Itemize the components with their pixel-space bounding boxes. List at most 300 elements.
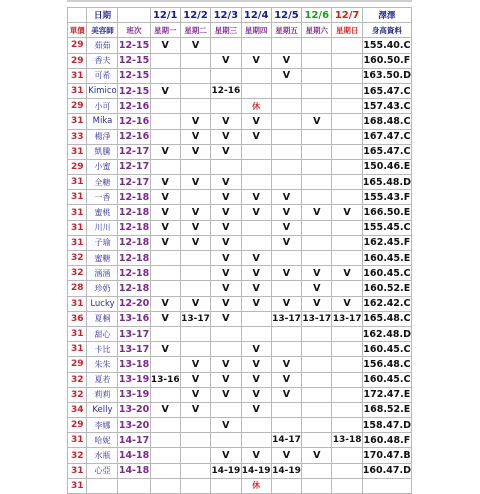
- attendance-cell: [302, 129, 332, 144]
- attendance-cell: [271, 402, 301, 417]
- attendance-cell: V: [211, 418, 241, 433]
- attendance-cell: V: [211, 296, 241, 311]
- table-row: [68, 251, 412, 266]
- stylist-name-cell: 珍奶: [87, 281, 118, 296]
- table-row: [68, 326, 412, 341]
- attendance-cell: [241, 68, 271, 83]
- weekday-1: 星期一: [150, 23, 180, 38]
- attendance-cell: [302, 433, 332, 448]
- attendance-cell: [211, 99, 241, 114]
- table-row: [68, 99, 412, 114]
- shift-cell: 14-18: [118, 463, 150, 478]
- shift-cell: 12-16: [118, 114, 150, 129]
- attendance-cell: [180, 326, 210, 341]
- table-row: [68, 311, 412, 326]
- table-row: [68, 235, 412, 250]
- attendance-cell: V: [302, 266, 332, 281]
- weekday-7: 星期日: [332, 23, 362, 38]
- attendance-cell: [150, 387, 180, 402]
- date-4: 12/4: [241, 8, 271, 23]
- shift-cell: 12-15: [118, 83, 150, 98]
- attendance-cell: V: [150, 83, 180, 98]
- stylist-name-cell: 茹茹: [87, 38, 118, 53]
- attendance-cell: [271, 114, 301, 129]
- date-7: 12/7: [332, 8, 362, 23]
- stylist-name-cell: 全糖: [87, 175, 118, 190]
- attendance-cell: [302, 402, 332, 417]
- rate-cell: 32: [68, 251, 87, 266]
- attendance-cell: [332, 478, 362, 493]
- attendance-cell: [211, 433, 241, 448]
- attendance-cell: [150, 99, 180, 114]
- attendance-cell: [302, 251, 332, 266]
- attendance-cell: [180, 281, 210, 296]
- table-row: [68, 129, 412, 144]
- attendance-cell: [302, 220, 332, 235]
- table-row: [68, 53, 412, 68]
- attendance-cell: [241, 311, 271, 326]
- stylist-name-cell: 可希: [87, 68, 118, 83]
- table-row: [68, 387, 412, 402]
- table-row: [68, 463, 412, 478]
- attendance-cell: [211, 478, 241, 493]
- attendance-cell: [150, 357, 180, 372]
- attendance-cell: [180, 251, 210, 266]
- attendance-cell: V: [211, 190, 241, 205]
- stylist-name-cell: 心亞: [87, 463, 118, 478]
- table-row: [68, 266, 412, 281]
- profile-data-cell: 160.45.E: [362, 251, 411, 266]
- attendance-cell: V: [241, 342, 271, 357]
- attendance-cell: [150, 448, 180, 463]
- attendance-cell: [332, 144, 362, 159]
- attendance-cell: [211, 402, 241, 417]
- attendance-cell: [241, 418, 271, 433]
- date-2: 12/2: [180, 8, 210, 23]
- attendance-cell: [180, 342, 210, 357]
- attendance-cell: 13-16: [150, 372, 180, 387]
- profile-data-cell: 155.45.C: [362, 220, 411, 235]
- shift-cell: 13-17: [118, 326, 150, 341]
- attendance-cell: [180, 159, 210, 174]
- profile-data-cell: 168.48.C: [362, 114, 411, 129]
- attendance-cell: 休: [241, 99, 271, 114]
- stylist-name-cell: 小可: [87, 99, 118, 114]
- attendance-cell: [332, 83, 362, 98]
- attendance-cell: V: [271, 296, 301, 311]
- attendance-cell: V: [211, 129, 241, 144]
- shift-cell: 12-18: [118, 190, 150, 205]
- shift-cell: 12-18: [118, 235, 150, 250]
- attendance-cell: [211, 38, 241, 53]
- rate-cell: 32: [68, 448, 87, 463]
- attendance-cell: 14-17: [271, 433, 301, 448]
- attendance-cell: [150, 281, 180, 296]
- attendance-cell: [150, 129, 180, 144]
- profile-data-cell: 170.47.B: [362, 448, 411, 463]
- rate-cell: 31: [68, 205, 87, 220]
- table-row: [68, 402, 412, 417]
- table-row: [68, 68, 412, 83]
- date-header-row: [68, 8, 412, 23]
- attendance-cell: V: [302, 296, 332, 311]
- stylist-name-cell: 一香: [87, 190, 118, 205]
- attendance-cell: V: [271, 266, 301, 281]
- shift-cell: 12-16: [118, 129, 150, 144]
- attendance-cell: [180, 433, 210, 448]
- attendance-cell: [302, 144, 332, 159]
- attendance-cell: [211, 326, 241, 341]
- attendance-cell: [302, 342, 332, 357]
- stylist-name-cell: 川川: [87, 220, 118, 235]
- attendance-cell: [332, 418, 362, 433]
- profile-data-cell: 165.48.C: [362, 311, 411, 326]
- attendance-cell: V: [211, 251, 241, 266]
- table-row: [68, 281, 412, 296]
- shift-cell: 12-18: [118, 251, 150, 266]
- attendance-cell: [241, 235, 271, 250]
- shift-cell: 13-18: [118, 357, 150, 372]
- attendance-cell: [271, 99, 301, 114]
- attendance-cell: V: [211, 53, 241, 68]
- attendance-cell: [302, 357, 332, 372]
- attendance-cell: V: [241, 114, 271, 129]
- shift-cell: 12-15: [118, 53, 150, 68]
- shift-cell: 12-17: [118, 159, 150, 174]
- stylist-name-cell: 朱朱: [87, 357, 118, 372]
- attendance-cell: V: [302, 205, 332, 220]
- attendance-cell: [302, 38, 332, 53]
- attendance-cell: V: [150, 311, 180, 326]
- shift-cell: 12-18: [118, 205, 150, 220]
- attendance-cell: [332, 281, 362, 296]
- attendance-cell: V: [241, 53, 271, 68]
- attendance-cell: V: [150, 190, 180, 205]
- attendance-cell: V: [271, 190, 301, 205]
- table-row: [68, 83, 412, 98]
- shift-cell: 13-19: [118, 387, 150, 402]
- attendance-cell: 12-16: [211, 83, 241, 98]
- attendance-cell: [302, 53, 332, 68]
- attendance-cell: [332, 220, 362, 235]
- attendance-cell: [211, 159, 241, 174]
- attendance-cell: V: [180, 235, 210, 250]
- stylist-name-cell: 涵涵: [87, 266, 118, 281]
- weekday-6: 星期六: [302, 23, 332, 38]
- attendance-cell: [211, 68, 241, 83]
- attendance-cell: [180, 448, 210, 463]
- stylist-name-cell: 哈妮: [87, 433, 118, 448]
- table-row: [68, 296, 412, 311]
- attendance-cell: [332, 463, 362, 478]
- attendance-cell: V: [180, 114, 210, 129]
- stylist-name-cell: 夏若: [87, 372, 118, 387]
- attendance-cell: [271, 144, 301, 159]
- attendance-cell: [271, 281, 301, 296]
- profile-data-cell: 155.40.C: [362, 38, 411, 53]
- shift-cell: 13-16: [118, 311, 150, 326]
- attendance-cell: [150, 68, 180, 83]
- rate-cell: 29: [68, 99, 87, 114]
- attendance-cell: V: [180, 129, 210, 144]
- table-row: [68, 478, 412, 493]
- stylist-name-cell: 水瓶: [87, 448, 118, 463]
- right-title: 澤澤: [362, 8, 411, 23]
- date-5: 12/5: [271, 8, 301, 23]
- table-row: [68, 38, 412, 53]
- rate-cell: 31: [68, 144, 87, 159]
- rate-cell: 31: [68, 342, 87, 357]
- attendance-cell: [332, 129, 362, 144]
- rate-cell: 31: [68, 433, 87, 448]
- attendance-cell: V: [211, 220, 241, 235]
- date-3: 12/3: [211, 8, 241, 23]
- shift-cell: 12-16: [118, 99, 150, 114]
- attendance-cell: V: [271, 448, 301, 463]
- rate-cell: 28: [68, 281, 87, 296]
- attendance-cell: [150, 251, 180, 266]
- stylist-name-cell: Kimico: [87, 83, 118, 98]
- attendance-cell: V: [271, 372, 301, 387]
- attendance-cell: V: [180, 296, 210, 311]
- attendance-cell: V: [180, 357, 210, 372]
- weekday-5: 星期五: [271, 23, 301, 38]
- profile-data-cell: 160.45.C: [362, 372, 411, 387]
- table-row: [68, 159, 412, 174]
- attendance-cell: [271, 342, 301, 357]
- attendance-cell: [332, 159, 362, 174]
- attendance-cell: [180, 266, 210, 281]
- attendance-cell: V: [150, 38, 180, 53]
- date-6: 12/6: [302, 8, 332, 23]
- attendance-cell: [150, 266, 180, 281]
- stylist-name-cell: 莉莉: [87, 387, 118, 402]
- rate-cell: 29: [68, 418, 87, 433]
- attendance-cell: V: [211, 235, 241, 250]
- attendance-cell: [241, 433, 271, 448]
- shift-cell: 13-17: [118, 342, 150, 357]
- rate-cell: 31: [68, 114, 87, 129]
- attendance-cell: 14-19: [211, 463, 241, 478]
- stylist-name-cell: 李娜: [87, 418, 118, 433]
- weekday-4: 星期四: [241, 23, 271, 38]
- rate-cell: 31: [68, 463, 87, 478]
- attendance-cell: V: [211, 205, 241, 220]
- profile-data-cell: 155.43.F: [362, 190, 411, 205]
- attendance-cell: [302, 418, 332, 433]
- attendance-cell: [302, 478, 332, 493]
- attendance-cell: [271, 418, 301, 433]
- attendance-cell: [302, 190, 332, 205]
- attendance-cell: V: [241, 448, 271, 463]
- attendance-cell: V: [150, 220, 180, 235]
- shift-cell: 13-19: [118, 372, 150, 387]
- attendance-cell: V: [150, 296, 180, 311]
- stylist-name-cell: Lucky: [87, 296, 118, 311]
- attendance-cell: [241, 144, 271, 159]
- attendance-cell: [332, 114, 362, 129]
- attendance-cell: V: [150, 402, 180, 417]
- profile-data-cell: 168.52.E: [362, 402, 411, 417]
- empty-header-cell: [118, 8, 150, 23]
- attendance-cell: 13-17: [180, 311, 210, 326]
- attendance-cell: V: [211, 281, 241, 296]
- attendance-cell: V: [241, 372, 271, 387]
- rate-cell: 31: [68, 296, 87, 311]
- schedule-table: [67, 7, 412, 494]
- attendance-cell: [180, 68, 210, 83]
- attendance-cell: V: [241, 251, 271, 266]
- table-row: [68, 342, 412, 357]
- attendance-cell: [302, 463, 332, 478]
- attendance-cell: [332, 448, 362, 463]
- rate-cell: 31: [68, 68, 87, 83]
- attendance-cell: [241, 220, 271, 235]
- table-row: [68, 448, 412, 463]
- attendance-cell: V: [241, 281, 271, 296]
- attendance-cell: [332, 387, 362, 402]
- rate-cell: 29: [68, 38, 87, 53]
- attendance-cell: V: [241, 296, 271, 311]
- attendance-cell: V: [332, 266, 362, 281]
- attendance-cell: [302, 68, 332, 83]
- profile-data-cell: 150.46.E: [362, 159, 411, 174]
- attendance-cell: V: [271, 357, 301, 372]
- rate-cell: 32: [68, 266, 87, 281]
- shift-cell: 12-15: [118, 38, 150, 53]
- shift-cell: 14-17: [118, 433, 150, 448]
- attendance-cell: [180, 463, 210, 478]
- attendance-cell: V: [302, 114, 332, 129]
- attendance-cell: [332, 342, 362, 357]
- weekday-2: 星期二: [180, 23, 210, 38]
- attendance-cell: [302, 372, 332, 387]
- weekday-3: 星期三: [211, 23, 241, 38]
- attendance-cell: [241, 83, 271, 98]
- attendance-cell: [241, 159, 271, 174]
- shift-cell: 13-20: [118, 402, 150, 417]
- rate-cell: 31: [68, 326, 87, 341]
- profile-data-cell: 160.45.C: [362, 266, 411, 281]
- attendance-cell: [302, 159, 332, 174]
- profile-data-cell: 172.47.E: [362, 387, 411, 402]
- attendance-cell: [271, 251, 301, 266]
- attendance-cell: [180, 190, 210, 205]
- shift-cell: 14-18: [118, 448, 150, 463]
- schedule-sheet: [67, 0, 412, 491]
- shift-cell: 12-17: [118, 144, 150, 159]
- attendance-cell: [332, 99, 362, 114]
- attendance-cell: V: [211, 372, 241, 387]
- attendance-cell: V: [180, 205, 210, 220]
- attendance-cell: V: [241, 402, 271, 417]
- attendance-cell: V: [180, 402, 210, 417]
- shift-cell: 12-20: [118, 296, 150, 311]
- attendance-cell: V: [180, 387, 210, 402]
- attendance-cell: [302, 83, 332, 98]
- sheet-top-border: [67, 0, 412, 2]
- table-row: [68, 190, 412, 205]
- attendance-cell: 14-19: [271, 463, 301, 478]
- table-row: [68, 433, 412, 448]
- attendance-cell: V: [271, 205, 301, 220]
- attendance-cell: [241, 326, 271, 341]
- attendance-cell: V: [271, 68, 301, 83]
- attendance-cell: [150, 159, 180, 174]
- profile-data-cell: 157.43.C: [362, 99, 411, 114]
- data-header: 身高資料: [362, 23, 411, 38]
- shift-cell: 12-15: [118, 68, 150, 83]
- rate-cell: 31: [68, 235, 87, 250]
- attendance-cell: 休: [241, 478, 271, 493]
- attendance-cell: V: [180, 144, 210, 159]
- attendance-cell: V: [302, 281, 332, 296]
- shift-cell: 13-20: [118, 418, 150, 433]
- attendance-cell: [241, 175, 271, 190]
- shift-cell: [118, 478, 150, 493]
- profile-data-cell: 165.47.C: [362, 144, 411, 159]
- profile-data-cell: 156.48.C: [362, 357, 411, 372]
- rate-cell: 29: [68, 53, 87, 68]
- profile-data-cell: 165.47.C: [362, 83, 411, 98]
- table-row: [68, 144, 412, 159]
- attendance-cell: [302, 235, 332, 250]
- attendance-cell: [332, 251, 362, 266]
- attendance-cell: [271, 83, 301, 98]
- attendance-cell: V: [332, 205, 362, 220]
- attendance-cell: [332, 402, 362, 417]
- attendance-cell: V: [211, 114, 241, 129]
- rate-cell: 31: [68, 220, 87, 235]
- attendance-cell: V: [271, 235, 301, 250]
- attendance-cell: [302, 387, 332, 402]
- attendance-cell: [150, 463, 180, 478]
- stylist-name-cell: 蜜桃: [87, 205, 118, 220]
- rate-cell: 36: [68, 311, 87, 326]
- profile-data-cell: 160.52.E: [362, 281, 411, 296]
- profile-data-cell: 167.47.C: [362, 129, 411, 144]
- attendance-cell: [332, 68, 362, 83]
- attendance-cell: V: [241, 357, 271, 372]
- rate-cell: 31: [68, 83, 87, 98]
- attendance-cell: [302, 175, 332, 190]
- stylist-name-cell: Mika: [87, 114, 118, 129]
- table-row: [68, 205, 412, 220]
- stylist-name-cell: 子瑜: [87, 235, 118, 250]
- rate-cell: 31: [68, 478, 87, 493]
- profile-data-cell: 160.47.D: [362, 463, 411, 478]
- table-row: [68, 357, 412, 372]
- attendance-cell: [271, 38, 301, 53]
- attendance-cell: V: [211, 266, 241, 281]
- attendance-cell: V: [180, 38, 210, 53]
- attendance-cell: [302, 326, 332, 341]
- profile-data-cell: 163.50.D: [362, 68, 411, 83]
- attendance-cell: V: [211, 144, 241, 159]
- attendance-cell: V: [241, 129, 271, 144]
- rate-cell: 33: [68, 129, 87, 144]
- attendance-cell: V: [241, 266, 271, 281]
- attendance-cell: V: [180, 372, 210, 387]
- attendance-cell: 13-17: [332, 311, 362, 326]
- attendance-cell: [150, 418, 180, 433]
- attendance-cell: V: [241, 387, 271, 402]
- profile-data-cell: 165.48.D: [362, 175, 411, 190]
- attendance-cell: [332, 372, 362, 387]
- date-1: 12/1: [150, 8, 180, 23]
- attendance-cell: [332, 357, 362, 372]
- stylist-name-cell: 卡比: [87, 342, 118, 357]
